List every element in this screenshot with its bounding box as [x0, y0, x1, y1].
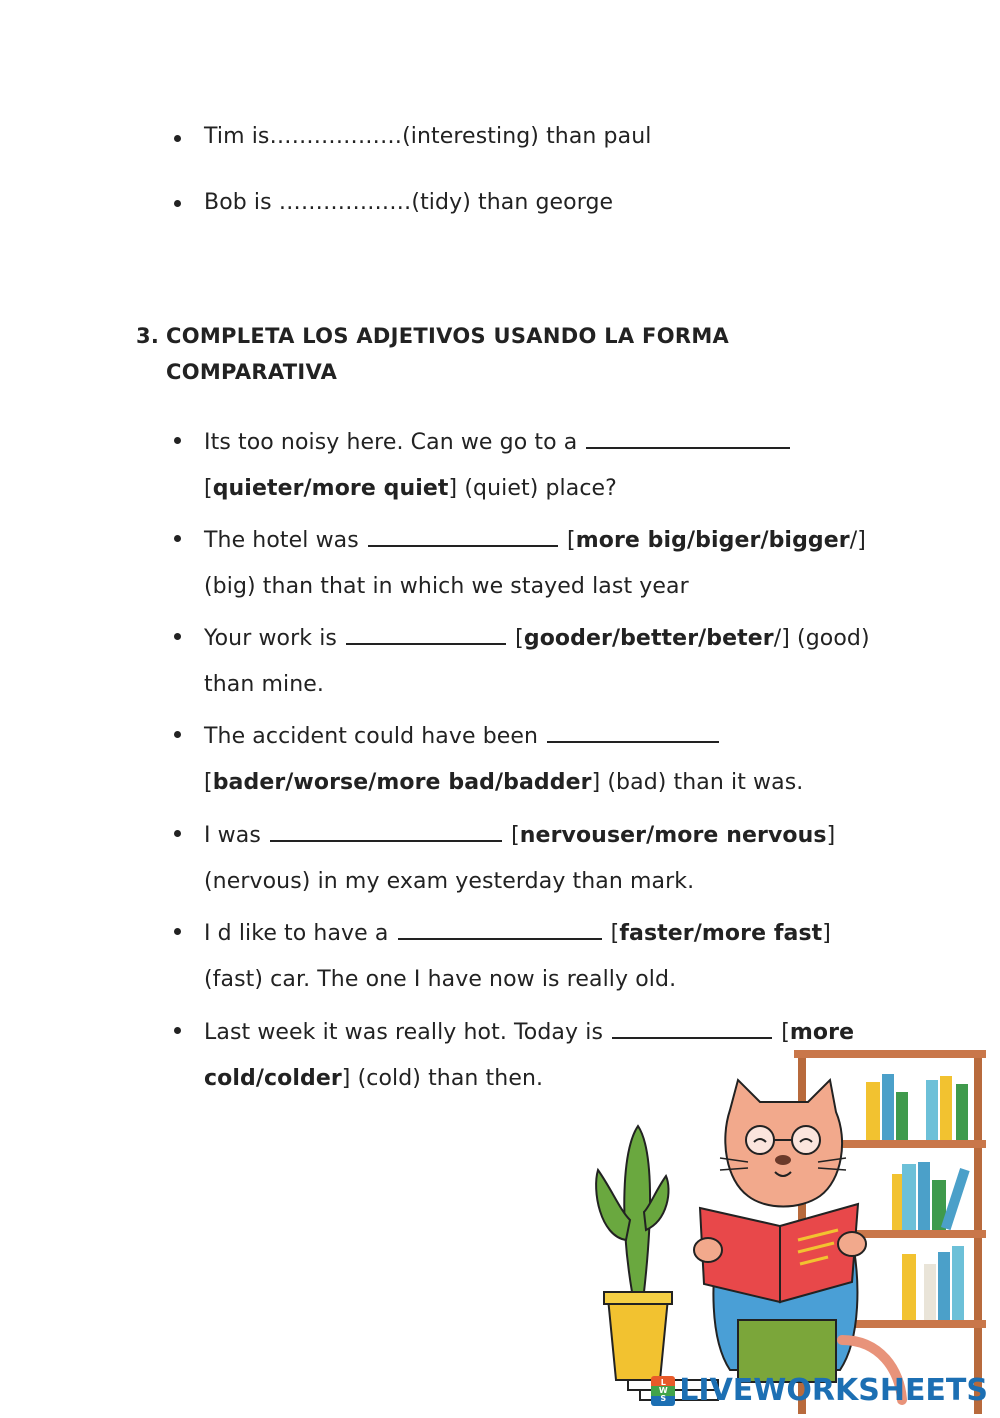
liveworksheets-logo[interactable] [651, 1373, 988, 1408]
book [902, 1254, 916, 1320]
bullet-icon [174, 135, 181, 142]
blank-dots[interactable]: ……………… [278, 190, 412, 215]
bracket: [ [511, 823, 520, 848]
exercise-item-2-line-2: (big) than that in which we stayed last year [204, 574, 689, 599]
top-bullet-2 [204, 188, 613, 218]
bracket: /] (good) [773, 626, 870, 651]
item-text: Last week it was really hot. Today is [204, 1020, 604, 1045]
item-text: I was [204, 823, 261, 848]
bracket: [ [567, 528, 576, 553]
bullet-icon [174, 633, 181, 640]
illustration-svg [580, 1040, 1000, 1414]
book [896, 1092, 908, 1140]
answer-options: more big/biger/bigger [575, 528, 850, 553]
answer-options: more [789, 1020, 855, 1045]
exercise-item-5-line-1 [204, 818, 835, 851]
sentence-end: (tidy) than george [411, 190, 614, 215]
book [902, 1164, 916, 1230]
bullet-icon [174, 928, 181, 935]
sentence-start: Tim is [204, 124, 270, 149]
answer-options: nervouser/more nervous [519, 823, 827, 848]
answer-options: cold/colder [204, 1066, 342, 1091]
bullet-icon [174, 830, 181, 837]
book [940, 1076, 952, 1140]
exercise-item-2-line-1 [204, 523, 866, 556]
item-text: ] (cold) than then. [341, 1066, 544, 1091]
answer-blank[interactable] [398, 916, 602, 940]
bracket: [ [781, 1020, 790, 1045]
book [918, 1162, 930, 1230]
bullet-icon [174, 1027, 181, 1034]
exercise-item-3-line-2: than mine. [204, 672, 325, 697]
blank-dots[interactable]: ……………… [269, 124, 403, 149]
bracket: [ [610, 921, 620, 946]
item-text: The accident could have been [204, 724, 539, 749]
exercise-item-4-line-2 [204, 768, 803, 798]
exercise-item-6-line-2: (fast) car. The one I have now is really old. [204, 967, 677, 992]
bullet-icon [174, 200, 181, 207]
exercise-item-1-line-2 [204, 474, 617, 504]
cat-reading-book-illustration [580, 1040, 1000, 1414]
section-title-line-2: COMPARATIVA [166, 360, 338, 384]
exercise-item-4-line-1 [204, 719, 721, 752]
book [882, 1074, 894, 1140]
book [952, 1246, 964, 1320]
book [866, 1082, 880, 1140]
exercise-item-6-line-1 [204, 916, 831, 949]
exercise-item-1-line-1 [204, 425, 792, 458]
top-bullet-1 [204, 122, 651, 152]
answer-blank[interactable] [612, 1015, 772, 1039]
item-text: The hotel was [204, 528, 359, 553]
logo-text: LIVEWORKSHEETS [679, 1373, 988, 1408]
book [938, 1252, 950, 1320]
item-text: Your work is [204, 626, 337, 651]
pot-rim [604, 1292, 672, 1304]
answer-blank[interactable] [270, 818, 502, 842]
bracket: [ [204, 476, 213, 501]
sentence-end: (interesting) than paul [402, 124, 652, 149]
answer-options: bader/worse/more bad/badder [212, 770, 592, 795]
bracket: [ [204, 770, 213, 795]
bullet-icon [174, 731, 181, 738]
exercise-item-3-line-1 [204, 621, 870, 654]
book [892, 1174, 902, 1230]
cat-head [725, 1080, 842, 1207]
answer-blank[interactable] [368, 523, 558, 547]
bracket: ] [826, 823, 836, 848]
exercise-item-7-line-2 [204, 1064, 543, 1094]
item-text: ] (bad) than it was. [591, 770, 804, 795]
item-text: ] (quiet) place? [448, 476, 617, 501]
pot [608, 1298, 668, 1380]
shelf-top [794, 1050, 986, 1058]
section-title-line-1: COMPLETA LOS ADJETIVOS USANDO LA FORMA [166, 324, 730, 348]
answer-blank[interactable] [586, 425, 790, 449]
bracket: [ [515, 626, 524, 651]
bracket: ] [822, 921, 831, 946]
cat-nose [775, 1155, 791, 1165]
answer-options: gooder/better/beter [523, 626, 774, 651]
section-number: 3. [136, 324, 160, 348]
book [956, 1084, 968, 1140]
exercise-item-5-line-2: (nervous) in my exam yesterday than mark. [204, 869, 695, 894]
sentence-start: Bob is [204, 190, 279, 215]
bullet-icon [174, 437, 181, 444]
book [924, 1264, 936, 1320]
answer-options: faster/more fast [619, 921, 823, 946]
logo-badge-icon: L W S [651, 1376, 675, 1406]
answer-options: quieter/more quiet [212, 476, 449, 501]
bracket: /] [849, 528, 866, 553]
bullet-icon [174, 535, 181, 542]
item-text: Its too noisy here. Can we go to a [204, 430, 578, 455]
section-title [166, 318, 806, 390]
answer-blank[interactable] [346, 621, 506, 645]
item-text: I d like to have a [204, 921, 389, 946]
answer-blank[interactable] [547, 719, 719, 743]
book [926, 1080, 938, 1140]
